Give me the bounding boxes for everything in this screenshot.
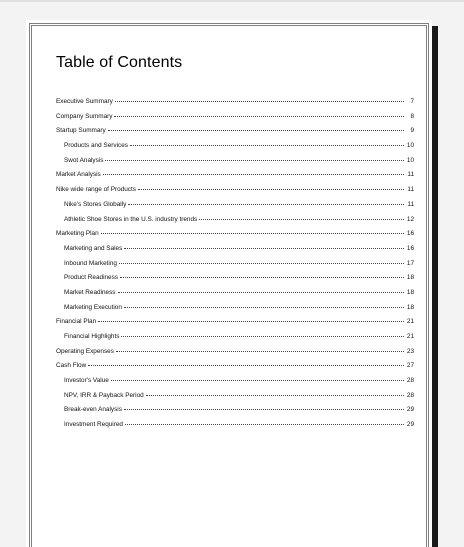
toc-page-number: 21 xyxy=(406,333,414,340)
toc-dot-leader xyxy=(111,380,404,381)
toc-page-number: 11 xyxy=(407,186,414,194)
toc-page-number: 8 xyxy=(410,112,414,120)
toc-entry-text: Marketing and Sales xyxy=(64,244,123,252)
toc-entry[interactable] xyxy=(56,348,414,363)
toc-page-number: 16 xyxy=(406,230,414,238)
toc-entry-text: Operating Expenses xyxy=(56,347,114,355)
toc-entry[interactable] xyxy=(56,260,414,275)
toc-dot-leader xyxy=(146,395,404,396)
toc-entry[interactable] xyxy=(56,142,414,157)
toc-entry[interactable] xyxy=(56,98,414,113)
toc-entry-text: Marketing Execution xyxy=(64,303,122,311)
toc-dot-leader xyxy=(128,204,404,205)
toc-entry[interactable] xyxy=(56,157,414,172)
toc-dot-leader xyxy=(130,145,404,146)
toc-entry-text: Break-even Analysis xyxy=(64,406,122,414)
toc-entry-text: Cash Flow xyxy=(56,362,87,370)
toc-entry[interactable] xyxy=(56,230,414,245)
toc-entry-text: Product Readiness xyxy=(64,274,118,282)
toc-page-number: 18 xyxy=(406,274,414,282)
toc-dot-leader xyxy=(101,233,404,234)
toc-entry[interactable] xyxy=(56,377,414,392)
toc-dot-leader xyxy=(124,409,404,410)
toc-entry[interactable] xyxy=(56,421,414,436)
toc-page-number: 16 xyxy=(406,244,414,252)
toc-page-number: 23 xyxy=(406,347,414,355)
toc-dot-leader xyxy=(88,365,404,366)
window-top-edge xyxy=(0,0,464,2)
toc-page-number: 21 xyxy=(406,318,414,326)
toc-entry-text: Investment Required xyxy=(64,421,123,429)
toc-entry-text: Company Summary xyxy=(56,112,113,120)
toc-page-number: 18 xyxy=(406,303,414,311)
toc-entry-text: Nike's Stores Globally xyxy=(64,200,127,208)
toc-entry-text: Marketing Plan xyxy=(56,230,99,238)
toc-dot-leader xyxy=(118,292,404,293)
toc-dot-leader xyxy=(115,101,404,102)
toc-list xyxy=(56,98,414,436)
toc-dot-leader xyxy=(199,219,404,220)
toc-entry-text: Financial Plan xyxy=(56,318,97,326)
toc-page-number: 29 xyxy=(406,406,414,414)
toc-entry[interactable] xyxy=(56,304,414,319)
toc-entry-text: Athletic Shoe Stores in the U.S. industry trends xyxy=(64,215,198,223)
toc-dot-leader xyxy=(125,424,404,425)
toc-dot-leader xyxy=(108,130,404,131)
toc-entry[interactable] xyxy=(56,392,414,407)
toc-entry[interactable] xyxy=(56,201,414,216)
toc-entry[interactable] xyxy=(56,318,414,333)
toc-dot-leader xyxy=(105,160,404,161)
toc-entry-text: Financial Highlights xyxy=(64,333,120,340)
toc-page-number: 10 xyxy=(406,142,414,150)
toc-dot-leader xyxy=(120,277,404,278)
document-page xyxy=(26,20,432,547)
toc-entry-text: Executive Summary xyxy=(56,98,113,105)
toc-entry-text: Market Analysis xyxy=(56,171,101,179)
toc-page-number: 18 xyxy=(406,288,414,296)
toc-page-number: 11 xyxy=(407,200,414,208)
toc-entry[interactable] xyxy=(56,406,414,421)
toc-page-number: 29 xyxy=(406,421,414,429)
toc-entry[interactable] xyxy=(56,186,414,201)
toc-entry[interactable] xyxy=(56,274,414,289)
toc-entry-text: Inbound Marketing xyxy=(64,259,117,267)
toc-page-number: 12 xyxy=(406,215,414,223)
toc-page-number: 28 xyxy=(406,391,414,399)
toc-dot-leader xyxy=(98,321,404,322)
toc-entry-text: Investor's Value xyxy=(64,377,109,385)
toc-entry-text: Market Readiness xyxy=(64,288,116,296)
toc-entry[interactable] xyxy=(56,289,414,304)
toc-dot-leader xyxy=(119,263,404,264)
toc-entry-text: Products and Services xyxy=(64,142,128,150)
toc-page-number: 11 xyxy=(407,171,414,179)
toc-page-number: 7 xyxy=(410,98,414,105)
toc-entry[interactable] xyxy=(56,113,414,128)
toc-dot-leader xyxy=(103,174,404,175)
toc-entry-text: Swot Analysis xyxy=(64,156,104,164)
toc-entry[interactable] xyxy=(56,362,414,377)
toc-entry-text: NPV, IRR & Payback Period xyxy=(64,391,144,399)
toc-entry[interactable] xyxy=(56,333,414,348)
toc-page-number: 27 xyxy=(406,362,414,370)
toc-entry[interactable] xyxy=(56,216,414,231)
toc-page-number: 9 xyxy=(410,127,414,135)
toc-title: Table of Contents xyxy=(56,54,183,71)
toc-dot-leader xyxy=(124,248,404,249)
toc-entry-text: Startup Summary xyxy=(56,127,106,135)
toc-entry[interactable] xyxy=(56,171,414,186)
toc-entry-text: Nike wide range of Products xyxy=(56,186,136,194)
toc-dot-leader xyxy=(138,189,404,190)
toc-dot-leader xyxy=(114,116,404,117)
toc-dot-leader xyxy=(124,307,404,308)
toc-entry[interactable] xyxy=(56,127,414,142)
toc-page-number: 17 xyxy=(406,259,414,267)
toc-dot-leader xyxy=(116,351,404,352)
toc-entry[interactable] xyxy=(56,245,414,260)
toc-page-number: 10 xyxy=(406,156,414,164)
toc-dot-leader xyxy=(121,336,404,337)
toc-page-number: 28 xyxy=(406,377,414,385)
